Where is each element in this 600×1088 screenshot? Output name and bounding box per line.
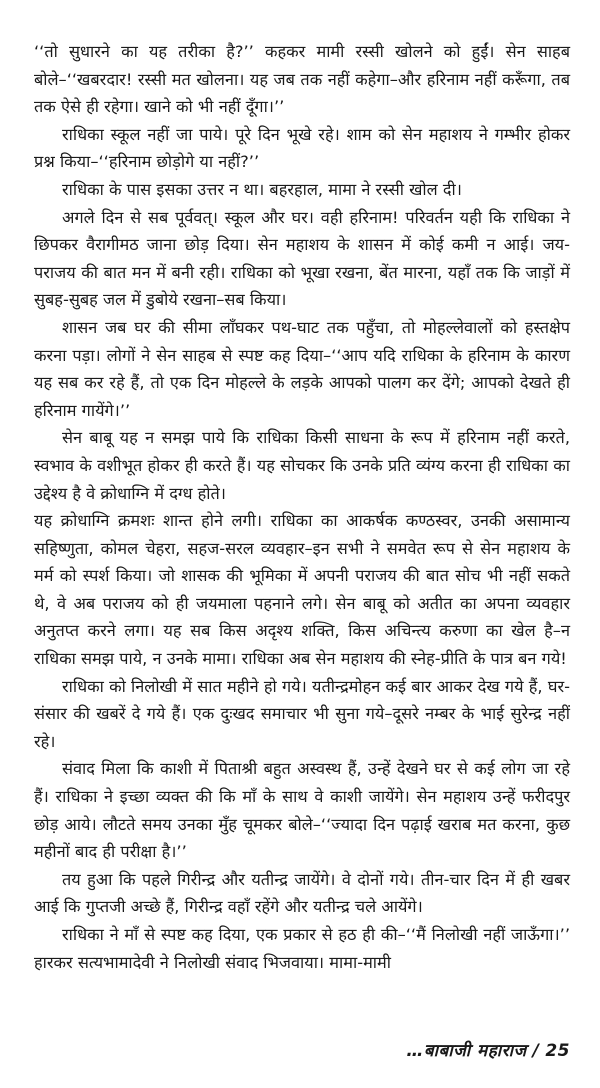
paragraph-11: राधिका ने माँ से स्पष्ट कह दिया, एक प्रकार से हठ ही की–‘‘मैं निलोखी नहीं जाऊँगा।’’ हारकर सत्यभामादेवी ने निलोखी संवाद भिजवाया। मामा-मामी [34,925,570,972]
paragraph-6: सेन बाबू यह न समझ पाये कि राधिका किसी साधना के रूप में हरिनाम नहीं करते, स्वभाव के वशीभूत होकर ही करते हैं। यह सोचकर कि उनके प्रति व्यंग्य करना ही राधिका का उद्देश्य है वे क्रोधाग्नि में दग्ध होते। [34,428,570,503]
paragraph-2: राधिका स्कूल नहीं जा पाये। पूरे दिन भूखे रहे। शाम को सेन महाशय ने गम्भीर होकर प्रश्न किया–‘‘हरिनाम छोड़ोगे या नहीं?’’ [34,124,570,172]
page-number: 25 [545,1041,570,1061]
paragraph-10: तय हुआ कि पहले गिरीन्द्र और यतीन्द्र जायेंगे। वे दोनों गये। तीन-चार दिन में ही खबर आई कि गुप्तजी अच्छे हैं, गिरीन्द्र वहाँ रहेंगे और यतीन्द्र चले आयेंगे। [34,869,570,917]
paragraph-1: ‘‘तो सुधारने का यह तरीका है?’’ कहकर मामी रस्सी खोलने को हुईं। सेन साहब बोले–‘‘खबरदार! रस्सी मत खोलना। यह जब तक नहीं कहेगा–और हरिनाम नहीं करूँगा, तब तक ऐसे ही रहेगा। खाने को भी नहीं दूँगा।’’ [34,42,570,117]
paragraph-4: अगले दिन से सब पूर्ववत्। स्कूल और घर। वही हरिनाम! परिवर्तन यही कि राधिका ने छिपकर वैरागीमठ जाना छोड़ दिया। सेन महाशय के शासन में कोई कमी न आई। जय-पराजय की बात मन में बनी रही। राधिका को भूखा रखना, बेंत मारना, यहाँ तक कि जाड़ों में सुबह-सुबह जल में डुबोये रखना–सब किया। [34,207,570,310]
paragraph-5: शासन जब घर की सीमा लाँघकर पथ-घाट तक पहुँचा, तो मोहल्लेवालों को हस्तक्षेप करना पड़ा। लोगों ने सेन साहब से स्पष्ट कह दिया–‘‘आप यदि राधिका के हरिनाम के कारण यह सब कर रहे हैं, तो एक दिन मोहल्ले के लड़के आपको पालग कर देंगे; आपको देखते ही हरिनाम गायेंगे।’’ [34,317,570,420]
running-title: …बाबाजी महाराज [406,1041,527,1061]
page-body-text [34,38,570,976]
paragraph-9: संवाद मिला कि काशी में पिताश्री बहुत अस्वस्थ हैं, उन्हें देखने घर से कई लोग जा रहे हैं। राधिका ने इच्छा व्यक्त की कि माँ के साथ वे काशी जायेंगे। सेन महाशय उन्हें फरीदपुर छोड़ आये। लौटते समय उनका मुँह चूमकर बोले–‘‘ज्यादा दिन पढ़ाई खराब मत करना, कुछ महीनों बाद ही परीक्षा है।’’ [34,759,570,862]
paragraph-8: राधिका को निलोखी में सात महीने हो गये। यतीन्द्रमोहन कई बार आकर देख गये हैं, घर-संसार की खबरें दे गये हैं। एक दुःखद समाचार भी सुना गये–दूसरे नम्बर के भाई सुरेन्द्र नहीं रहे। [34,676,570,751]
footer-separator: / [532,1041,540,1061]
paragraph-7: यह क्रोधाग्नि क्रमशः शान्त होने लगी। राधिका का आकर्षक कण्ठस्वर, उनकी असामान्य सहिष्णुता, कोमल चेहरा, सहज-सरल व्यवहार–इन सभी ने समवेत रूप से सेन महाशय के मर्म को स्पर्श किया। जो शासक की भूमिका में अपनी पराजय की बात सोच भी नहीं सकते थे, वे अब पराजय को ही जयमाला पहनाने लगे। सेन बाबू को अतीत का अपना व्यवहार अनुतप्त करने लगा। यह सब किस अदृश्य शक्ति, किस अचिन्त्य करुणा का खेल है–न राधिका समझ पाये, न उनके मामा। राधिका अब सेन महाशय की स्नेह-प्रीति के पात्र बन गये! [34,511,570,669]
paragraph-3: राधिका के पास इसका उत्तर न था। बहरहाल, मामा ने रस्सी खोल दी। [62,179,462,199]
page-footer [406,1038,570,1061]
